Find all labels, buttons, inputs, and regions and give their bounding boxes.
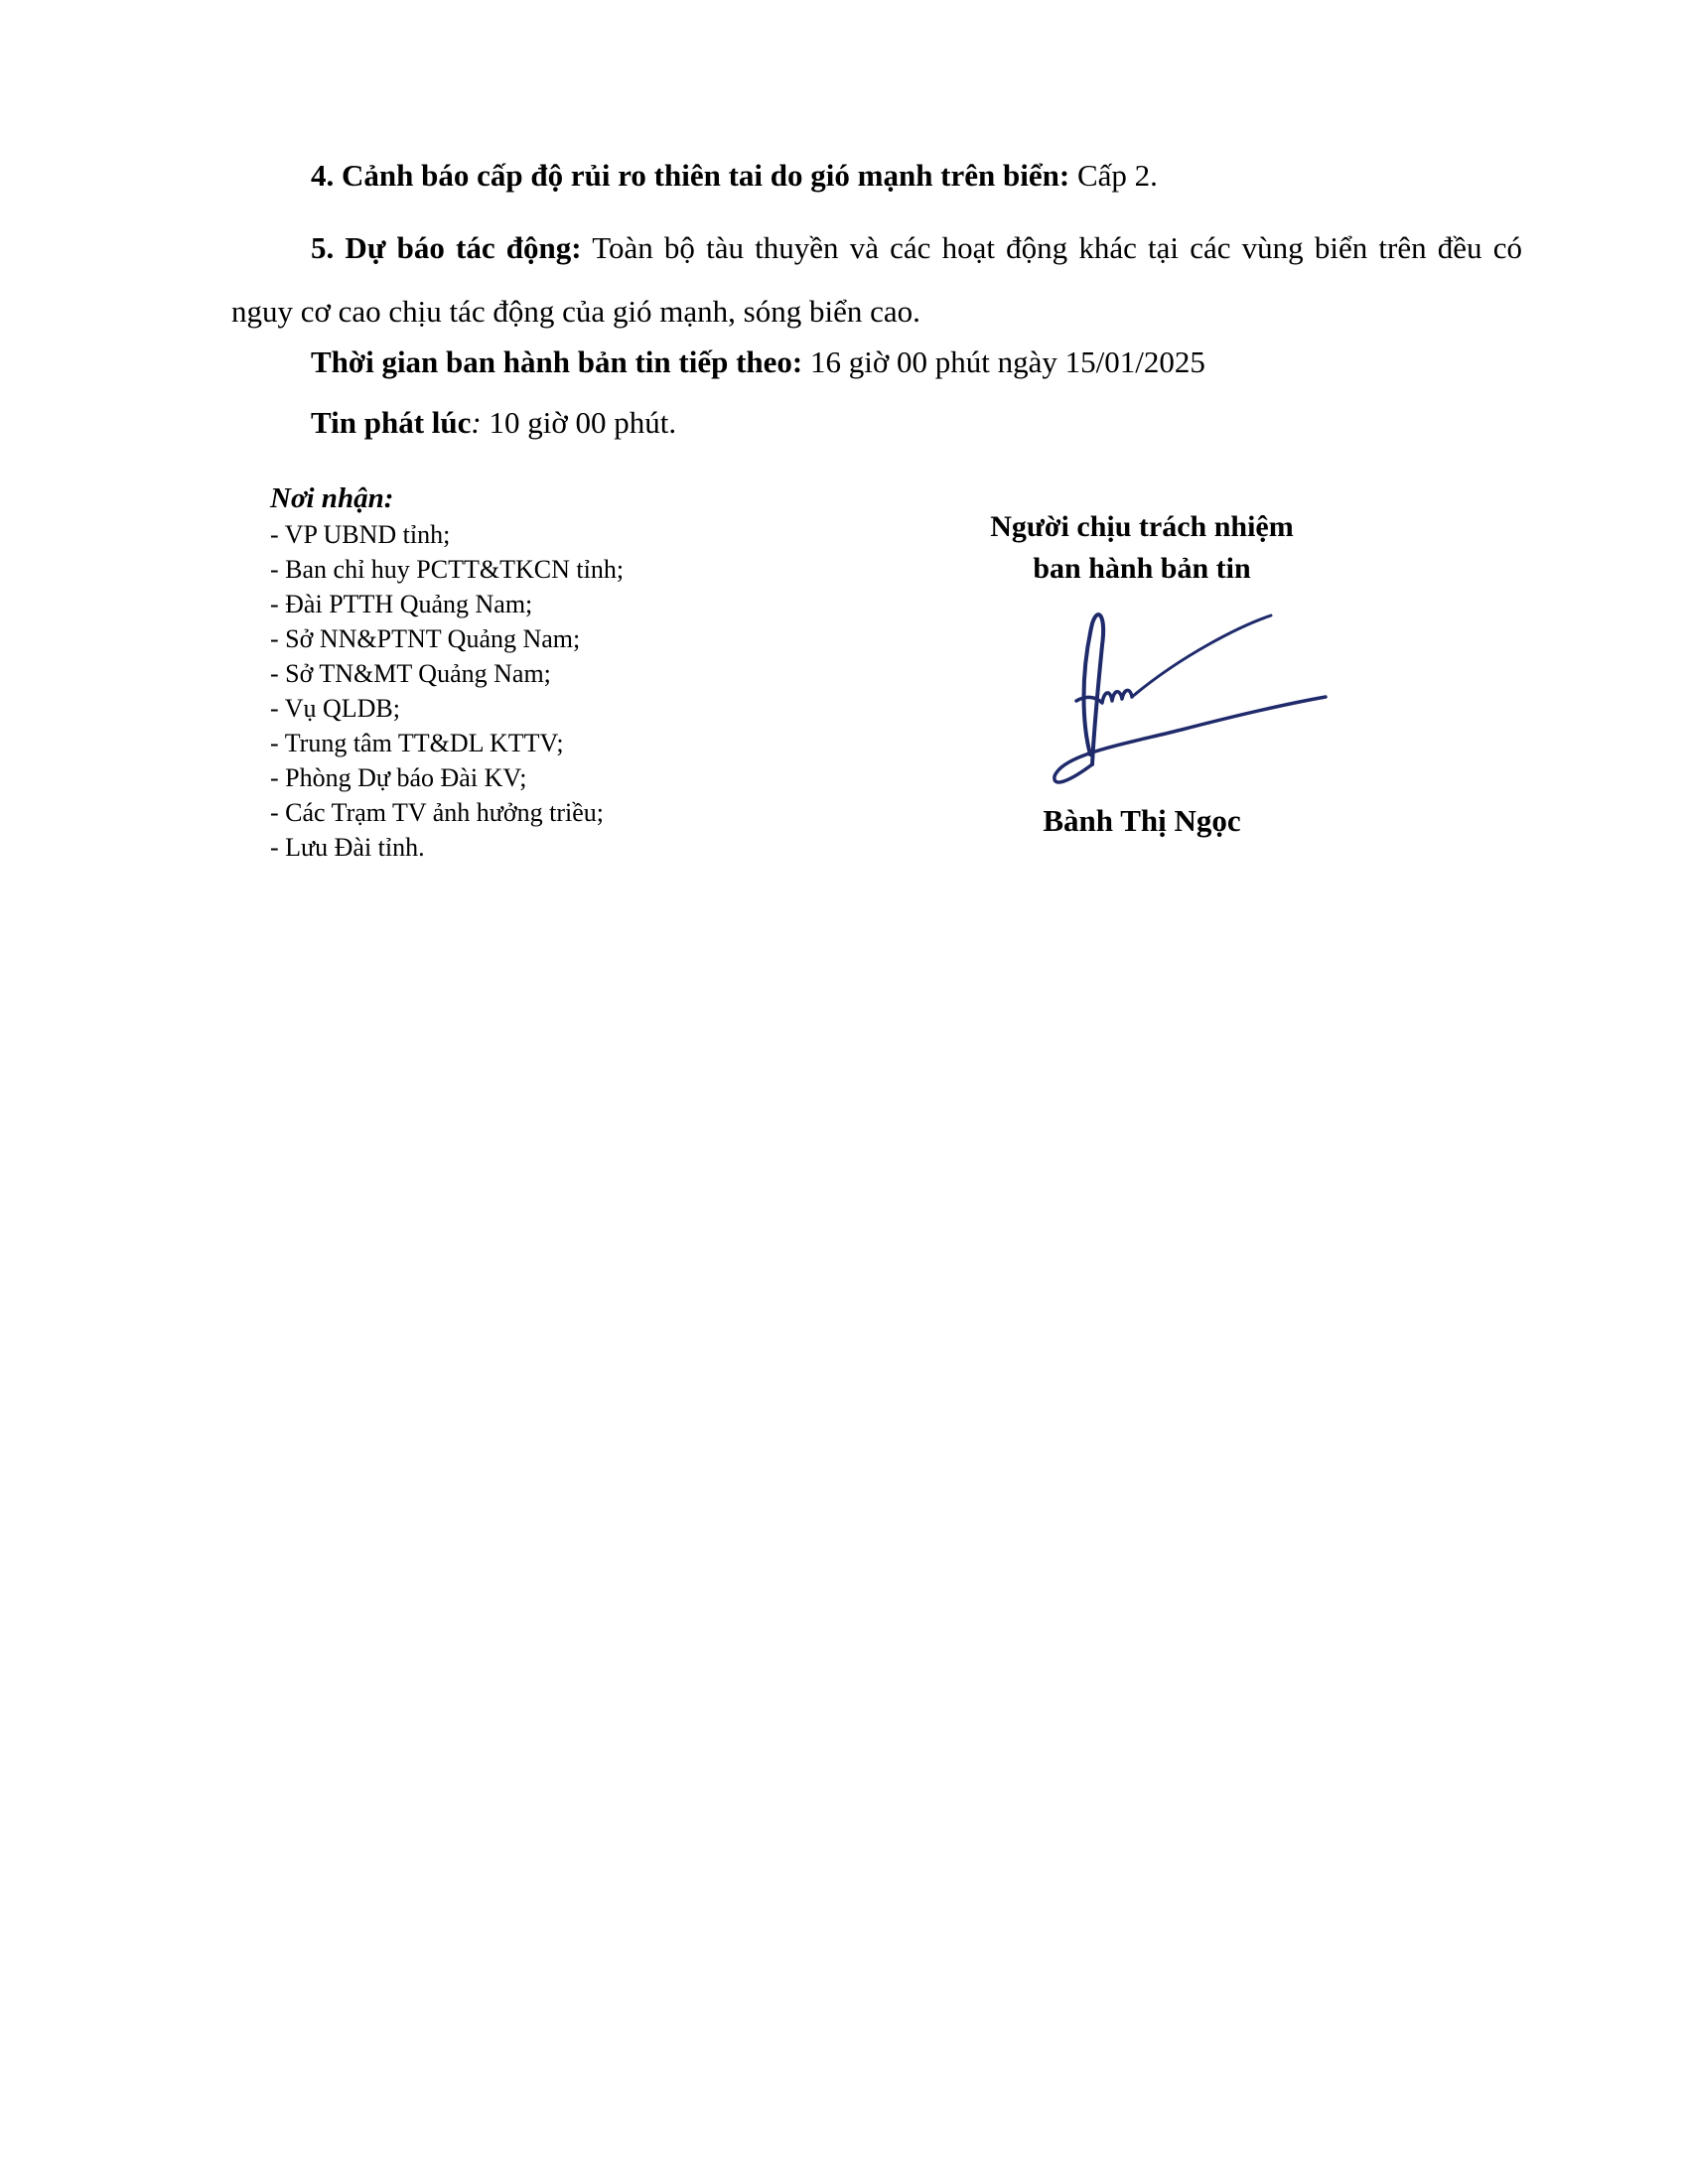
signer-title-line2: ban hành bản tin [1033, 552, 1251, 585]
risk-level-label: 4. Cảnh báo cấp độ rủi ro thiên tai do gió mạnh trên biển: [311, 158, 1070, 193]
recipient-item: - Lưu Đài tỉnh. [270, 833, 425, 862]
next-bulletin-paragraph [311, 339, 1522, 386]
signer-title-line1: Người chịu trách nhiệm [990, 510, 1294, 543]
recipient-item: - VP UBND tỉnh; [270, 520, 451, 549]
recipients-heading: Nơi nhận: [270, 482, 394, 514]
risk-level-paragraph [311, 152, 1522, 200]
next-bulletin-label: Thời gian ban hành bản tin tiếp theo: [311, 344, 803, 379]
signature-stroke [1084, 614, 1104, 764]
signer-title [923, 506, 1360, 590]
recipient-item: - Sở TN&MT Quảng Nam; [270, 659, 551, 688]
recipient-item: - Sở NN&PTNT Quảng Nam; [270, 624, 581, 653]
recipient-item: - Trung tâm TT&DL KTTV; [270, 729, 564, 757]
recipient-item: - Phòng Dự báo Đài KV; [270, 763, 527, 792]
next-bulletin-time: 16 giờ 00 phút ngày 15/01/2025 [802, 344, 1205, 379]
impact-forecast-paragraph [231, 216, 1522, 343]
signer-name: Bành Thị Ngọc [1043, 803, 1241, 838]
recipients-list [270, 479, 767, 865]
impact-forecast-label: 5. Dự báo tác động: [311, 230, 582, 265]
recipient-item: - Đài PTTH Quảng Nam; [270, 590, 533, 618]
impact-forecast-text: Toàn bộ tàu thuyền và các hoạt động khác tại các vùng biển trên đều có nguy cơ cao chịu tác động của gió mạnh, sóng biển cao. [231, 230, 1522, 329]
risk-level-value: Cấp 2. [1069, 158, 1158, 193]
broadcast-time-label: Tin phát lúc [311, 405, 472, 440]
recipient-item: - Ban chỉ huy PCTT&TKCN tỉnh; [270, 555, 625, 584]
broadcast-time-colon: : [471, 405, 482, 440]
handwritten-signature [1033, 606, 1331, 804]
broadcast-time-value: 10 giờ 00 phút. [481, 405, 677, 440]
broadcast-time-paragraph [311, 399, 1522, 447]
recipient-item: - Các Trạm TV ảnh hưởng triều; [270, 798, 604, 827]
signature-stroke [1132, 615, 1271, 697]
recipient-item: - Vụ QLDB; [270, 694, 400, 723]
